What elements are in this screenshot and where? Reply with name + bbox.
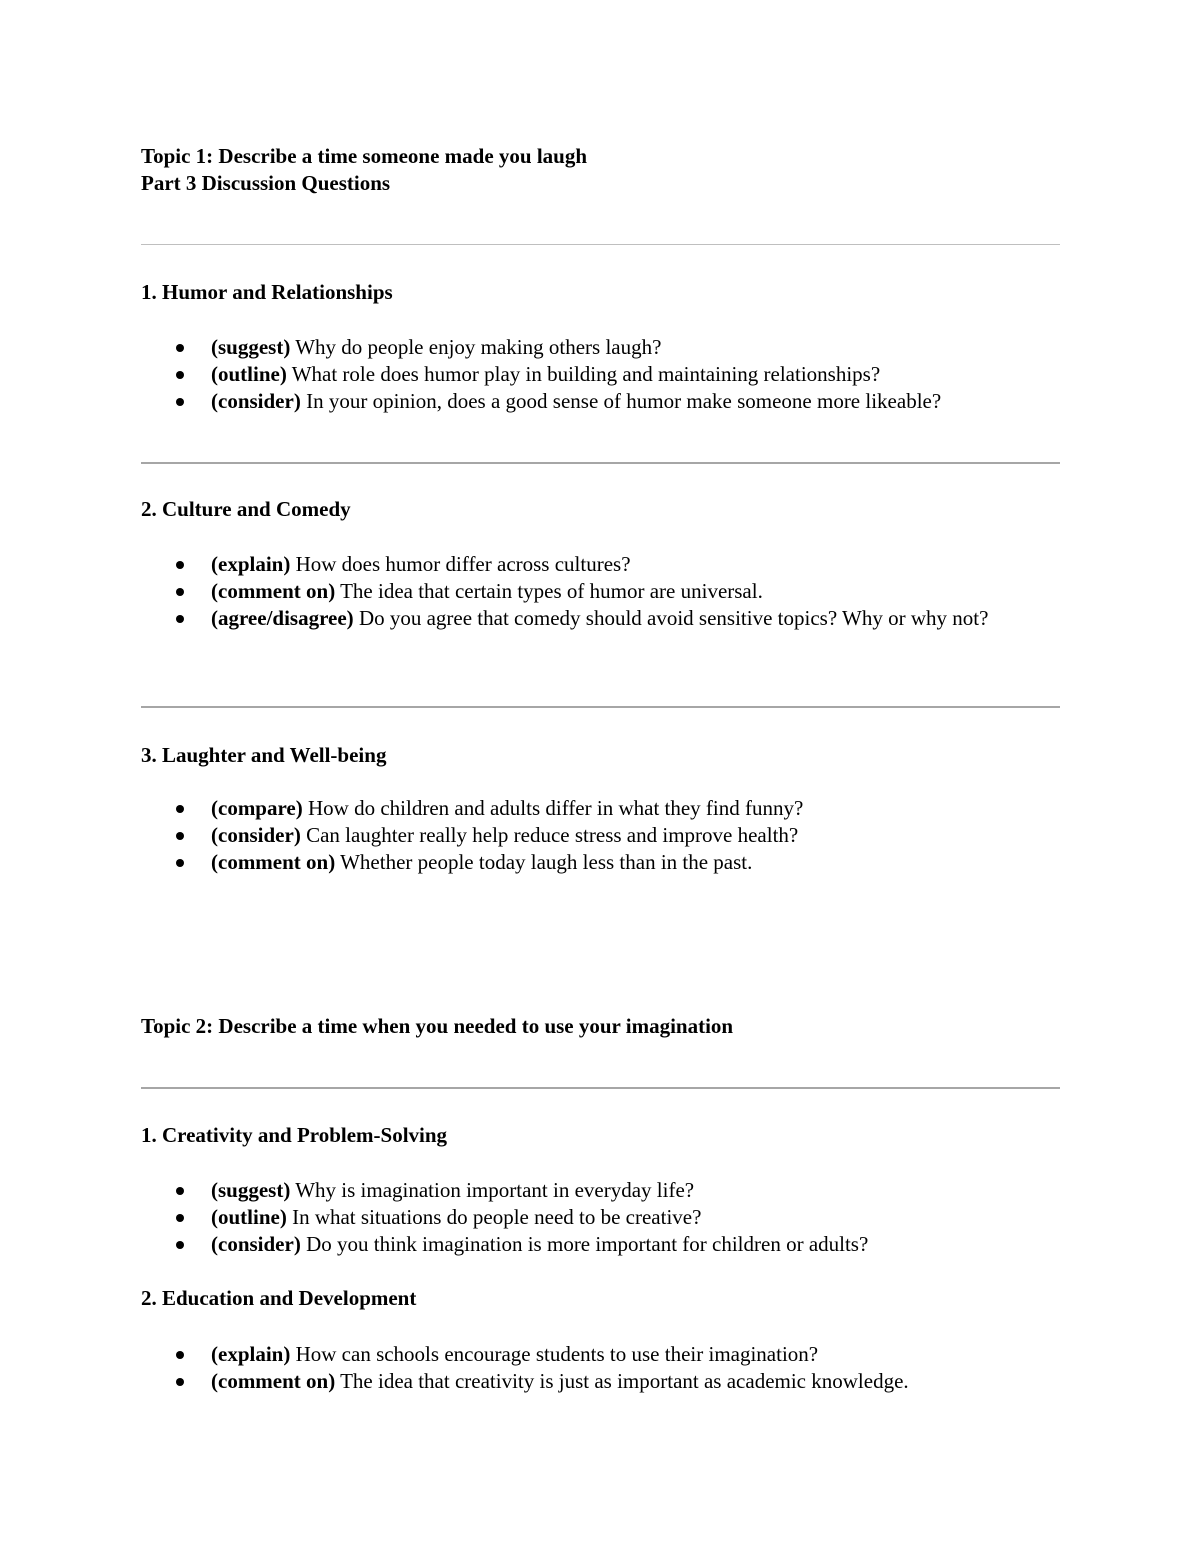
question-keyword: (explain): [211, 552, 291, 576]
question-text: Can laughter really help reduce stress and improve health?: [300, 823, 799, 847]
question-keyword: (explain): [211, 1342, 291, 1366]
question-text: Why do people enjoy making others laugh?: [290, 335, 662, 359]
question-keyword: (compare): [211, 796, 303, 820]
bullet-icon: [176, 588, 184, 596]
list-item: [211, 551, 1051, 578]
section-heading: 1. Creativity and Problem-Solving: [141, 1123, 448, 1147]
question-text: Why is imagination important in everyday life?: [290, 1178, 695, 1202]
bullet-icon: [176, 1214, 184, 1222]
question-text: Do you agree that comedy should avoid sensitive topics? Why or why not?: [353, 606, 989, 630]
list-item: [211, 361, 1051, 388]
divider: [141, 244, 1060, 245]
bullet-icon: [176, 615, 184, 623]
question-keyword: (comment on): [211, 850, 336, 874]
list-item: [211, 1177, 1051, 1204]
section-heading: 2. Education and Development: [141, 1286, 417, 1310]
divider: [141, 706, 1060, 708]
question-text: The idea that creativity is just as important as academic knowledge.: [335, 1369, 909, 1393]
question-keyword: (comment on): [211, 1369, 336, 1393]
question-keyword: (consider): [211, 823, 301, 847]
bullet-icon: [176, 561, 184, 569]
list-item: [211, 822, 1051, 849]
bullet-icon: [176, 1241, 184, 1249]
question-keyword: (outline): [211, 1205, 287, 1229]
bullet-icon: [176, 805, 184, 813]
list-item: [211, 578, 1051, 605]
question-keyword: (outline): [211, 362, 287, 386]
question-keyword: (suggest): [211, 335, 291, 359]
bullet-icon: [176, 1187, 184, 1195]
divider: [141, 462, 1060, 464]
list-item: [211, 1231, 1051, 1258]
question-text: How do children and adults differ in what they find funny?: [302, 796, 804, 820]
list-item: [211, 849, 1051, 876]
bullet-icon: [176, 1378, 184, 1386]
list-item: [211, 605, 1051, 632]
question-text: Whether people today laugh less than in the past.: [335, 850, 753, 874]
bullet-icon: [176, 398, 184, 406]
topic-2-title: Topic 2: Describe a time when you needed to use your imagination: [141, 1014, 734, 1038]
list-item: [211, 388, 1051, 415]
question-text: What role does humor play in building and maintaining relationships?: [286, 362, 881, 386]
list-item: [211, 1204, 1051, 1231]
bullet-icon: [176, 371, 184, 379]
list-item: [211, 334, 1051, 361]
section-heading: 3. Laughter and Well-being: [141, 743, 387, 767]
list-item: [211, 795, 1051, 822]
section-heading: 1. Humor and Relationships: [141, 280, 393, 304]
bullet-icon: [176, 1351, 184, 1359]
question-keyword: (comment on): [211, 579, 336, 603]
question-text: How can schools encourage students to use their imagination?: [290, 1342, 819, 1366]
list-item: [211, 1341, 1051, 1368]
question-text: Do you think imagination is more important for children or adults?: [300, 1232, 869, 1256]
question-text: How does humor differ across cultures?: [290, 552, 631, 576]
list-item: [211, 1368, 1051, 1395]
question-text: In your opinion, does a good sense of humor make someone more likeable?: [300, 389, 942, 413]
divider: [141, 1087, 1060, 1089]
bullet-icon: [176, 344, 184, 352]
topic-1-title: Topic 1: Describe a time someone made you laugh: [141, 144, 588, 168]
question-keyword: (suggest): [211, 1178, 291, 1202]
question-keyword: (agree/disagree): [211, 606, 354, 630]
question-keyword: (consider): [211, 1232, 301, 1256]
section-heading: 2. Culture and Comedy: [141, 497, 351, 521]
topic-1-subtitle: Part 3 Discussion Questions: [141, 171, 391, 195]
question-keyword: (consider): [211, 389, 301, 413]
question-text: The idea that certain types of humor are universal.: [335, 579, 763, 603]
bullet-icon: [176, 859, 184, 867]
question-text: In what situations do people need to be creative?: [286, 1205, 702, 1229]
bullet-icon: [176, 832, 184, 840]
